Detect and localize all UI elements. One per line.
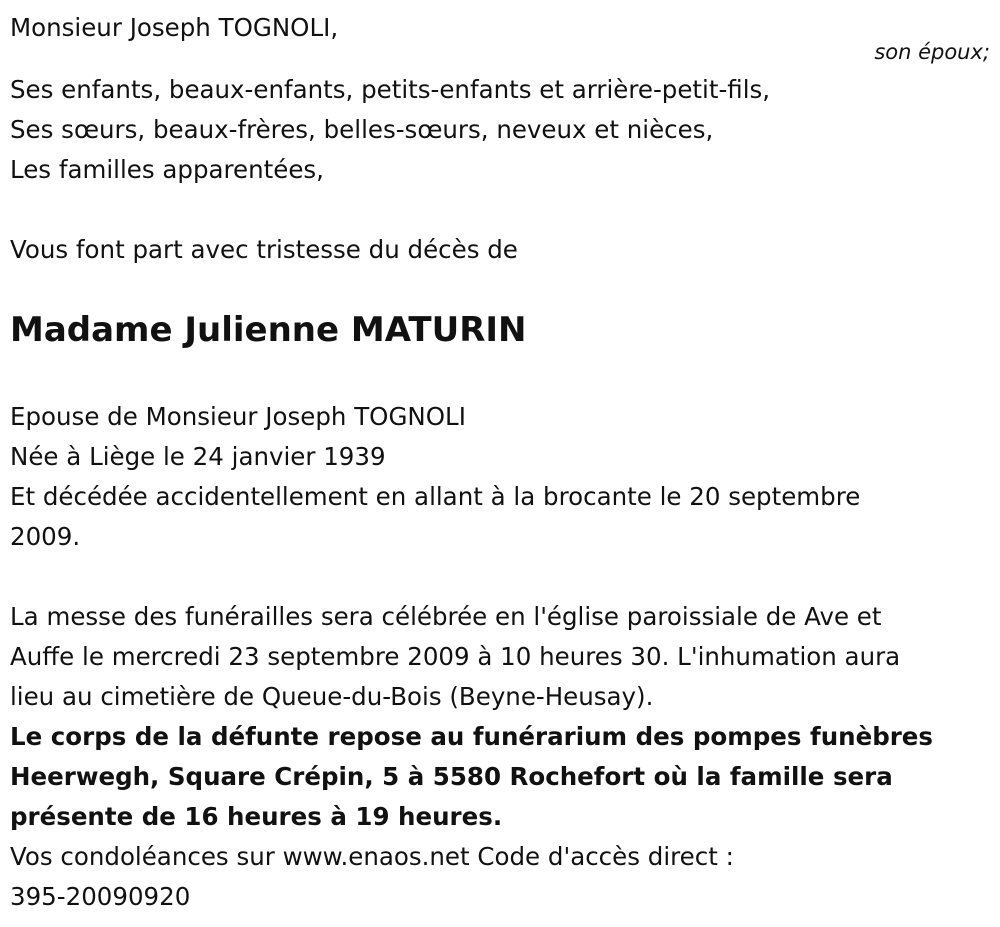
announcement-text: Vous font part avec tristesse du décès de — [10, 235, 518, 264]
funeral-line: lieu au cimetière de Queue-du-Bois (Beyne-Heusay). — [10, 682, 654, 711]
funeral-line: Auffe le mercredi 23 septembre 2009 à 10 heures 30. L'inhumation aura — [10, 642, 901, 671]
detail-line: Et décédée accidentellement en allant à la brocante le 20 septembre — [10, 482, 861, 511]
viewing-line: Le corps de la défunte repose au funérarium des pompes funèbres — [10, 722, 934, 751]
funeral-line: La messe des funérailles sera célébrée en l'église paroissiale de Ave et — [10, 602, 882, 631]
viewing-line: présente de 16 heures à 19 heures. — [10, 802, 503, 831]
detail-line: Née à Liège le 24 janvier 1939 — [10, 442, 386, 471]
detail-line: 2009. — [10, 522, 81, 551]
condolences-line: Vos condoléances sur www.enaos.net Code d'accès direct : — [10, 842, 734, 871]
family-line: Ses sœurs, beaux-frères, belles-sœurs, neveux et nièces, — [10, 115, 714, 144]
access-code: 395-20090920 — [10, 882, 191, 911]
detail-line: Epouse de Monsieur Joseph TOGNOLI — [10, 402, 466, 431]
viewing-line: Heerwegh, Square Crépin, 5 à 5580 Rochefort où la famille sera — [10, 762, 893, 791]
family-line: Ses enfants, beaux-enfants, petits-enfants et arrière-petit-fils, — [10, 75, 771, 104]
family-line: Les familles apparentées, — [10, 155, 324, 184]
spouse-role: son époux; — [874, 40, 990, 64]
spouse-name: Monsieur Joseph TOGNOLI, — [10, 13, 339, 42]
deceased-name: Madame Julienne MATURIN — [10, 310, 527, 350]
